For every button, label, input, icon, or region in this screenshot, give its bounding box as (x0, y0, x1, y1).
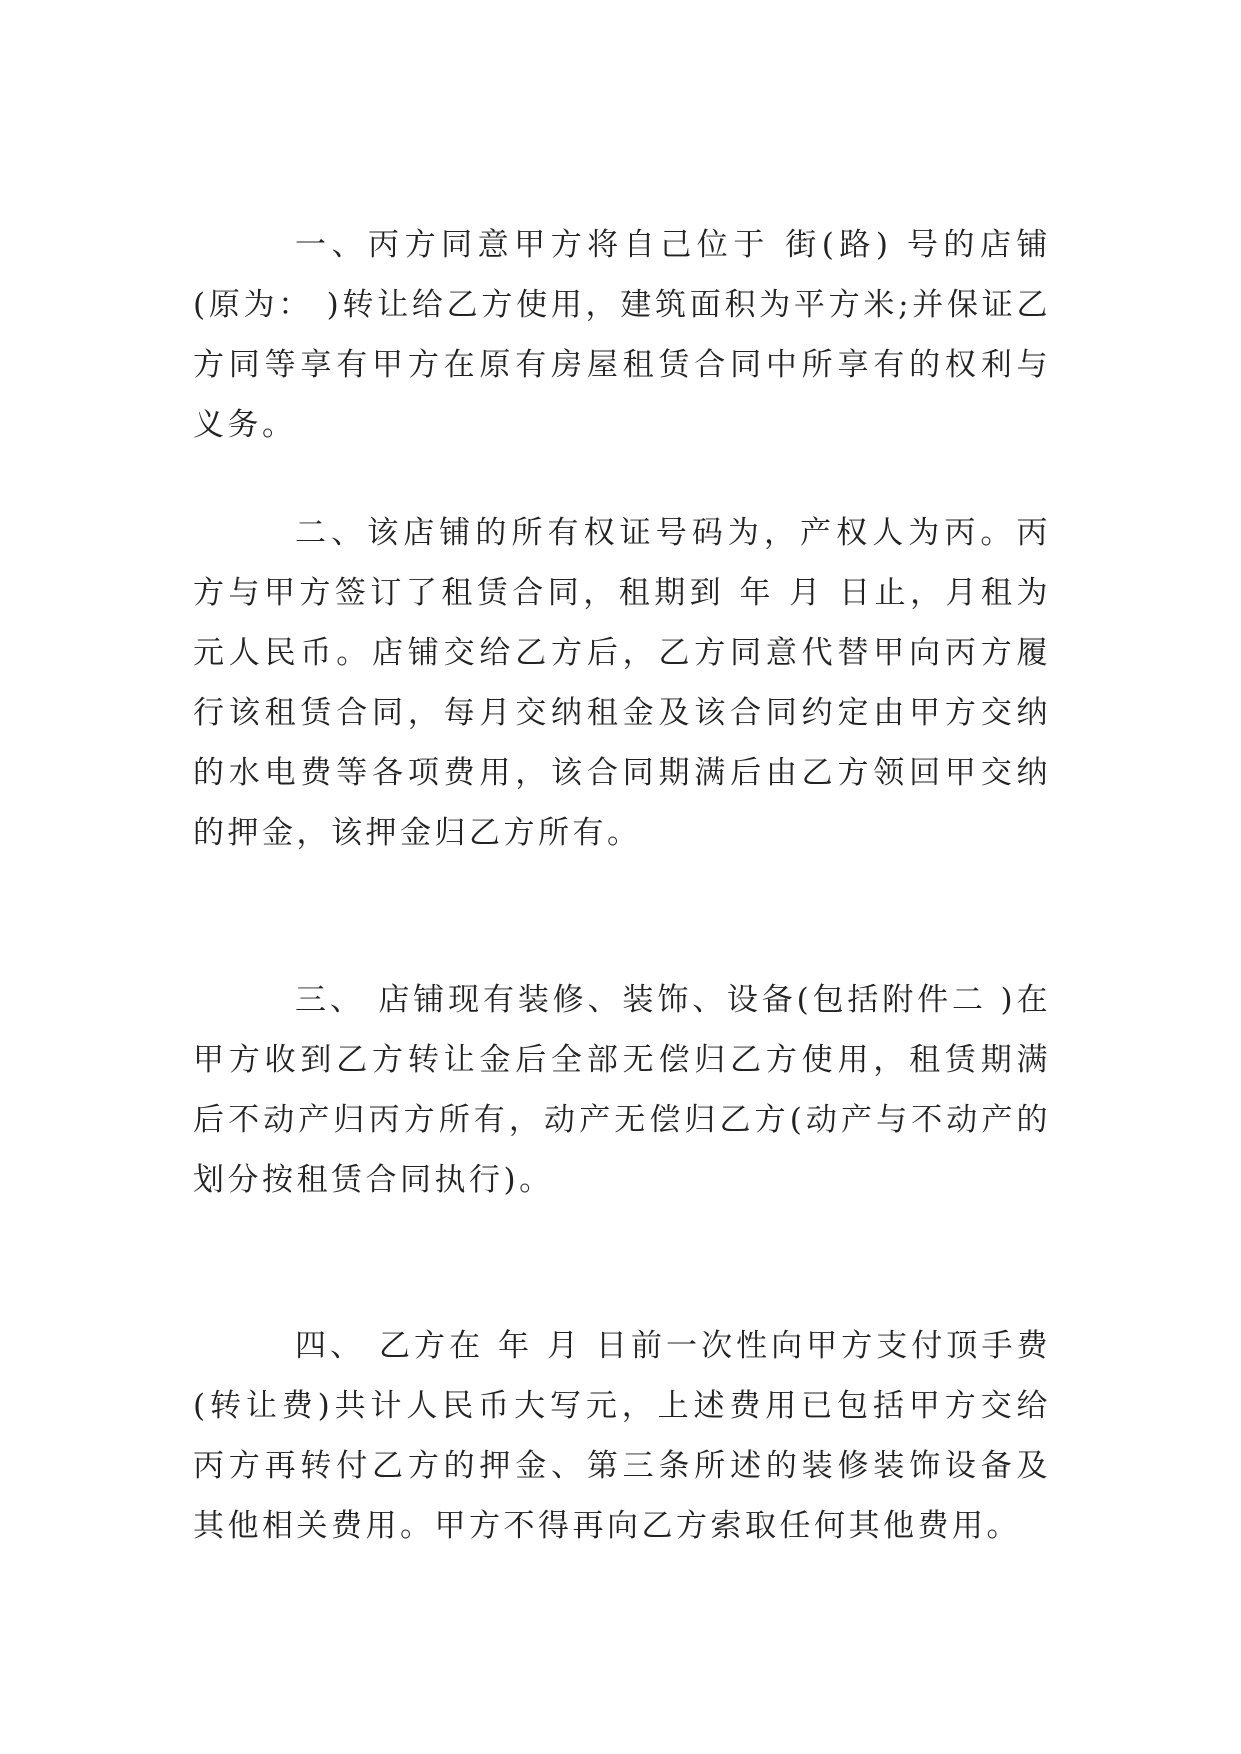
clause-3-paragraph: 三、 店铺现有装修、装饰、设备(包括附件二 )在甲方收到乙方转让金后全部无偿归乙方使用，租赁期满后不动产归丙方所有，动产无偿归乙方(动产与不动产的划分按租赁合同执行)。 (193, 982, 1051, 1198)
clause-1-paragraph: 一、丙方同意甲方将自己位于 街(路) 号的店铺(原为： )转让给乙方使用，建筑面积为平方米;并保证乙方同等享有甲方在原有房屋租赁合同中所享有的权利与义务。 (193, 227, 1051, 443)
clause-2-paragraph: 二、该店铺的所有权证号码为，产权人为丙。丙方与甲方签订了租赁合同，租期到 年 月 日止，月租为元人民币。店铺交给乙方后，乙方同意代替甲向丙方履行该租赁合同，每月交纳租金及该合同约定由甲方交纳的水电费等各项费用，该合同期满后由乙方领回甲交纳的押金，该押金归乙方所有。 (193, 515, 1051, 851)
clause-4-paragraph: 四、 乙方在 年 月 日前一次性向甲方支付顶手费(转让费)共计人民币大写元，上述费用已包括甲方交给丙方再转付乙方的押金、第三条所述的装修装饰设备及其他相关费用。甲方不得再向乙方索取任何其他费用。 (193, 1328, 1051, 1544)
